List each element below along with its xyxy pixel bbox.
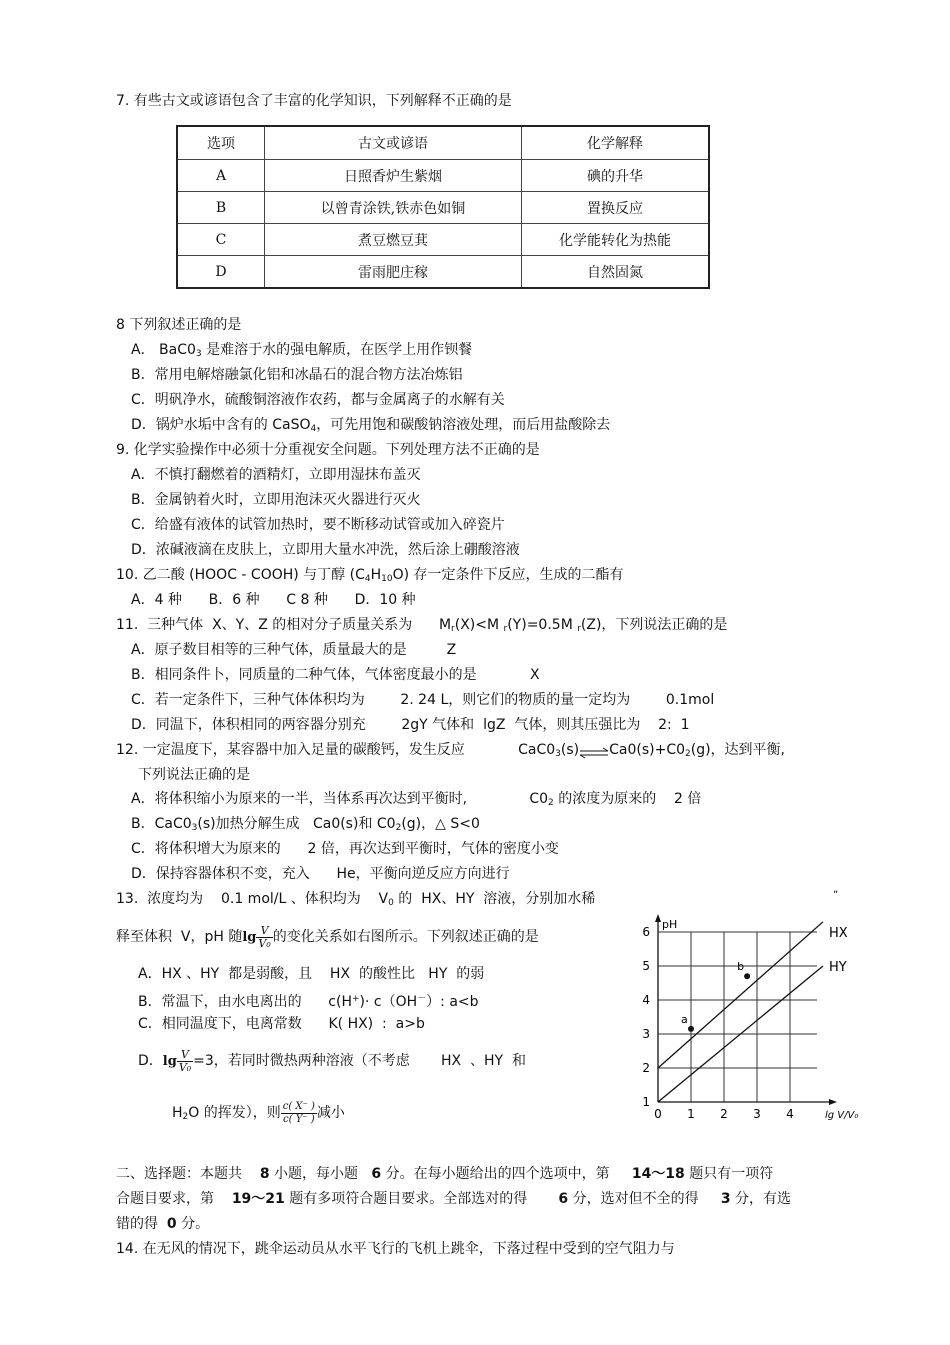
table-cell: D [177, 256, 265, 289]
table-cell: 雷雨肥庄稼 [265, 256, 522, 289]
q8-option-c: C．明矾净水，硫酸铜溶液作农药，都与金属离子的水解有关 [131, 392, 505, 408]
table-row [177, 224, 709, 256]
table-cell: B [177, 192, 265, 224]
corner-mark: „ [833, 884, 839, 895]
q9-option-a: A．不慎打翻燃着的酒精灯，立即用湿抹布盖灭 [131, 467, 421, 483]
q9-option-c: C．给盛有液体的试管加热时，要不断移动试管或加入碎瓷片 [131, 517, 505, 533]
q8-option-d: D．锅炉水垢中含有的 CaSO$_4$，可先用饱和碳酸钠溶液处理，而后用盐酸除去 [131, 417, 611, 434]
y-tick-label: 2 [642, 1061, 650, 1075]
q13-option-a: A．HX 、HY 都是弱酸，且 HX 的酸性比 HY 的弱 [138, 966, 485, 982]
q13-stem-cont: 释至体积 V，pH 随lg $\frac{V}{\text{V₀}}$ 的变化关系如右图所示。下列叙述正确的是 [116, 923, 539, 950]
q11-option-d: D．同温下，体积相同的两容器分别充 2gY 气体和 lgZ 气体，则其压强比为 2: 1 [131, 717, 690, 733]
q9-option-b: B．金属钠着火时，立即用泡沫灭火器进行灭火 [131, 492, 421, 508]
x-tick-label: 0 [654, 1107, 662, 1121]
section2-line2: 合题目要求，第 19～21 题有多项符合题目要求。全部选对的得 6 分，选对但不全的得 3 分，有选 [116, 1191, 792, 1207]
q8-option-b: B．常用电解熔融氯化铝和冰晶石的混合物方法冶炼铝 [131, 367, 463, 383]
x-tick-label: 1 [687, 1107, 695, 1121]
table-cell: 自然固氮 [522, 256, 710, 289]
q11-stem: 11. 三种气体 X、Y、Z 的相对分子质量关系为 $M_r(X)<M$ $_r$(Y)=0.5M $_r$(Z)，下列说法正确的是 [116, 617, 728, 634]
q13-stem: 13. 浓度均为 0.1 mol/L 、体积均为 $V_0$ 的 HX、HY 溶液，分别加水稀 [116, 891, 596, 908]
table-header-row [177, 126, 709, 160]
x-tick-label: 4 [786, 1107, 794, 1121]
q11-option-c: C．若一定条件下，三种气体体积均为 2. 24 L，则它们的物质的量一定均为 0.1mol [131, 692, 715, 708]
v-over-v0-fraction: $\frac{V}{\text{V₀}}$ [178, 1047, 192, 1074]
q9-stem: 9. 化学实验操作中必须十分重视安全问题。下列处理方法不正确的是 [116, 442, 540, 458]
q13-option-c: C．相同温度下，电离常数 K( HX) : a>b [138, 1016, 425, 1032]
series-line [658, 922, 823, 1068]
q12-option-a: A．将体积缩小为原来的一半，当体系再次达到平衡时, $C0_2$ 的浓度为原来的 2 倍 [131, 791, 702, 808]
table-header: 化学解释 [522, 126, 710, 160]
table-cell: C [177, 224, 265, 256]
table-cell: 煮豆燃豆萁 [265, 224, 522, 256]
x-tick-label: 2 [720, 1107, 728, 1121]
q12-option-b: B．$CaC0_3(s)$加热分解生成 Ca0(s)和 $C0_2(g)$，△ S<0 [131, 816, 480, 833]
q12-stem-cont: 下列说法正确的是 [138, 767, 250, 783]
table-cell: 日照香炉生紫烟 [265, 160, 522, 192]
q8-option-a: A． $BaC0_3$ 是难溶于水的强电解质，在医学上用作钡餐 [131, 342, 473, 359]
table-cell: 置换反应 [522, 192, 710, 224]
q13-option-d: D．lg $\frac{V}{\text{V₀}}$ =3，若同时微热两种溶液（不考虑 HX 、HY 和 [138, 1047, 526, 1074]
table-row [177, 256, 709, 289]
data-point [688, 1026, 694, 1032]
series-label: HY [829, 960, 847, 976]
q7-table [176, 125, 710, 289]
y-axis-arrow-icon [655, 914, 661, 922]
v-over-v0-fraction: $\frac{V}{\text{V₀}}$ [258, 923, 271, 950]
data-point [744, 973, 750, 979]
q7-stem: 7. 有些古文或谚语包含了丰富的化学知识，下列解释不正确的是 [116, 93, 512, 109]
y-tick-label: 3 [642, 1027, 650, 1041]
q12-option-d: D．保持容器体积不变，充入 He，平衡向逆反应方向进行 [131, 866, 510, 882]
section2-line1: 二、选择题：本题共 8 小题，每小题 6 分。在每小题给出的四个选项中，第 14～18 题只有一项符 [116, 1166, 774, 1182]
x-tick-label: 3 [753, 1107, 761, 1121]
y-tick-label: 6 [642, 925, 650, 939]
q12-option-c: C．将体积增大为原来的 2 倍，再次达到平衡时，气体的密度小变 [131, 841, 559, 857]
c-ratio-fraction: $\frac{c( X^- )}{c( Y^- )}$ [282, 1100, 315, 1125]
equilibrium-arrow-icon [579, 745, 609, 755]
y-axis-label: pH [662, 918, 678, 931]
q10-options: A．4 种 B．6 种 C 8 种 D．10 种 [131, 592, 416, 608]
q11-option-a: A．原子数目相等的三种气体，质量最大的是 Z [131, 642, 457, 658]
q11-option-b: B．相同条件卜，同质量的二种气体，气体密度最小的是 X [131, 667, 540, 683]
y-tick-label: 1 [642, 1095, 650, 1109]
table-header: 选项 [177, 126, 265, 160]
table-row [177, 192, 709, 224]
q9-option-d: D．浓碱液滴在皮肤上，立即用大量水冲洗，然后涂上硼酸溶液 [131, 542, 520, 558]
x-axis-arrow-icon [829, 1099, 837, 1105]
table-cell: A [177, 160, 265, 192]
q8-stem: 8 下列叙述正确的是 [116, 317, 242, 333]
q14-stem: 14. 在无风的情况下，跳伞运动员从水平飞行的飞机上跳伞，下落过程中受到的空气阻力与 [116, 1241, 675, 1257]
series-label: HX [829, 926, 848, 942]
table-cell: 化学能转化为热能 [522, 224, 710, 256]
q13-option-b: B．常温下，由水电离出的 c(H+)· c（OH－）: a<b [138, 994, 479, 1010]
table-cell: 以曾青涂铁,铁赤色如铜 [265, 192, 522, 224]
point-label: a [681, 1012, 688, 1026]
table-header: 古文或谚语 [265, 126, 522, 160]
q12-stem: 12. 一定温度下，某容器中加入足量的碳酸钙，发生反应 $CaC0_3(s)$ $Ca0(s)+C0_2(g)$，达到平衡, [116, 742, 786, 759]
q10-stem: 10. 乙二酸 (HOOC - COOH) 与丁醇 $(C_4H_{10}O)$ 存一定条件下反应，生成的二酯有 [116, 567, 624, 584]
y-tick-label: 4 [642, 993, 650, 1007]
q13-option-d-cont: $H_2O$ 的挥发），则 $\frac{c( X^- )}{c( Y^- )}$ 减小 [172, 1100, 345, 1125]
table-cell: 碘的升华 [522, 160, 710, 192]
y-tick-label: 5 [642, 959, 650, 973]
x-axis-label: lg V/V₀ [825, 1110, 859, 1121]
ph-chart [630, 880, 859, 1130]
point-label: b [737, 960, 745, 974]
section2-line3: 错的得 0 分。 [116, 1216, 210, 1232]
table-row [177, 160, 709, 192]
